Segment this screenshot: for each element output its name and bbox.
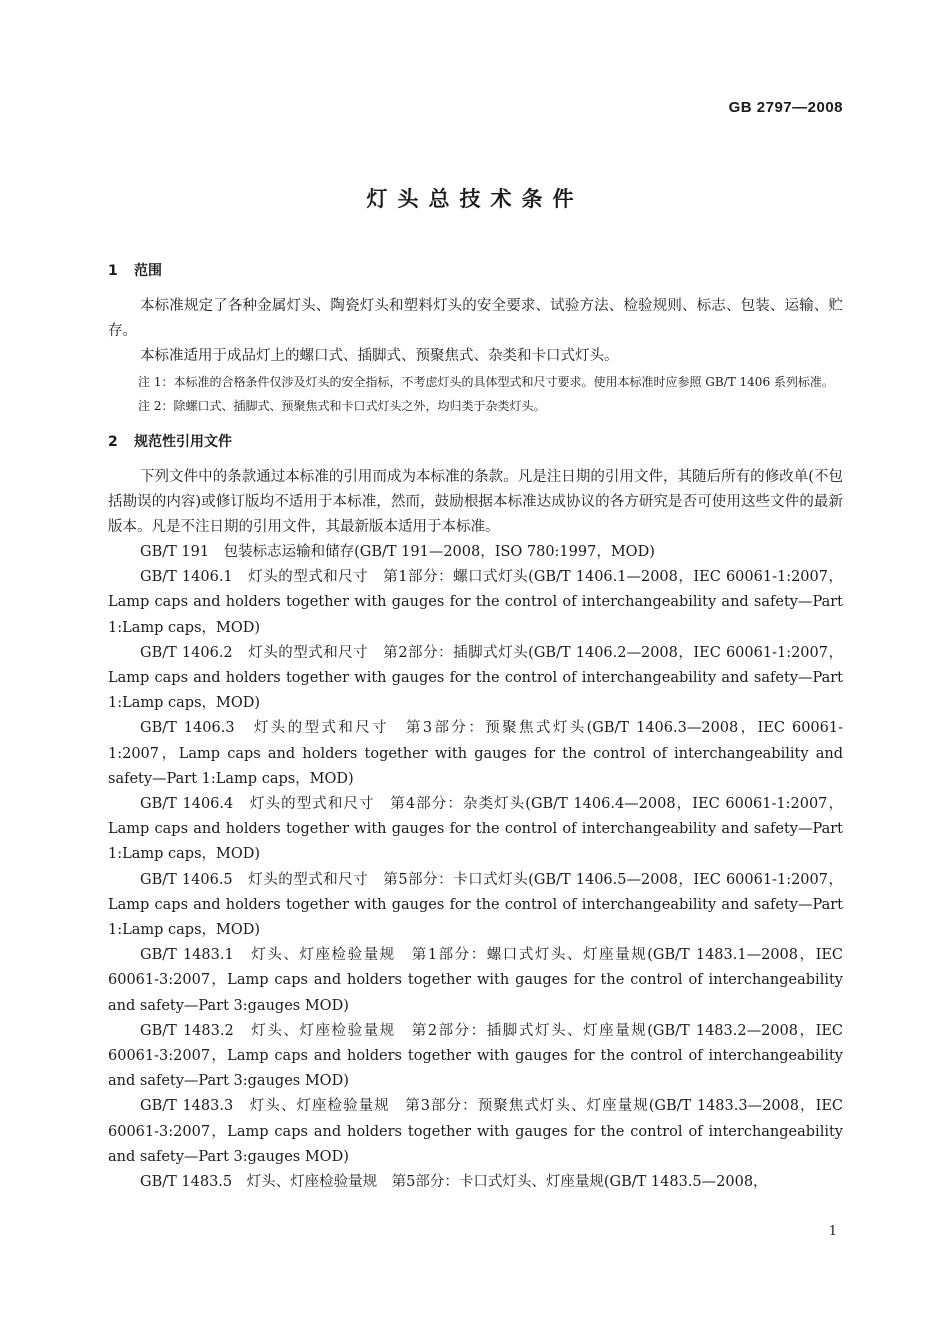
note-2: 注 2：除螺口式、插脚式、预聚焦式和卡口式灯头之外，均归类于杂类灯头。: [138, 399, 546, 413]
document-body: [108, 260, 843, 1195]
note-1: 注 1：本标准的合格条件仅涉及灯头的安全指标，不考虑灯头的具体型式和尺寸要求。使用本标准时应参照 GB/T 1406 系列标准。: [138, 375, 834, 389]
reference-item: GB/T 1483.2 灯头、灯座检验量规 第2部分：插脚式灯头、灯座量规(GB/T 1483.2—2008，IEC 60061-3:2007，Lamp caps and holders together with gauges for the control of interchangeability and safety—Part 3:gauges MOD): [108, 1022, 843, 1090]
reference-item: GB/T 1483.1 灯头、灯座检验量规 第1部分：螺口式灯头、灯座量规(GB/T 1483.1—2008，IEC 60061-3:2007，Lamp caps and holders together with gauges for the control of interchangeability and safety—Part 3:gauges MOD): [108, 947, 843, 1014]
reference-item: GB/T 1483.3 灯头、灯座检验量规 第3部分：预聚焦式灯头、灯座量规(GB/T 1483.3—2008，IEC 60061-3:2007，Lamp caps and holders together with gauges for the control of interchangeability and safety—Part 3:gauges MOD): [108, 1098, 843, 1165]
section-1-paragraph: 本标准规定了各种金属灯头、陶瓷灯头和塑料灯头的安全要求、试验方法、检验规则、标志、包装、运输、贮存。: [108, 298, 843, 339]
document-title: 灯头总技术条件: [366, 187, 584, 211]
section-2-intro: 下列文件中的条款通过本标准的引用而成为本标准的条款。凡是注日期的引用文件，其随后所有的修改单(不包括勘误的内容)或修订版均不适用于本标准，然而，鼓励根据本标准达成协议的各方研究是否可使用这些文件的最新版本。凡是不注日期的引用文件，其最新版本适用于本标准。: [108, 469, 843, 535]
reference-item: GB/T 1406.4 灯头的型式和尺寸 第4部分：杂类灯头(GB/T 1406.4—2008，IEC 60061-1:2007，Lamp caps and holders together with gauges for the control of interchangeability and safety—Part 1:Lamp caps，MOD): [108, 796, 843, 863]
section-1-paragraph: 本标准适用于成品灯上的螺口式、插脚式、预聚焦式、杂类和卡口式灯头。: [140, 348, 619, 364]
reference-item: GB/T 1483.5 灯头、灯座检验量规 第5部分：卡口式灯头、灯座量规(GB/T 1483.5—2008，: [140, 1174, 768, 1191]
reference-item: GB/T 1406.2 灯头的型式和尺寸 第2部分：插脚式灯头(GB/T 1406.2—2008，IEC 60061-1:2007，Lamp caps and holders together with gauges for the control of interchangeability and safety—Part 1:Lamp caps，MOD): [108, 644, 843, 712]
standard-code: GB 2797—2008: [728, 99, 843, 116]
reference-item: GB/T 1406.5 灯头的型式和尺寸 第5部分：卡口式灯头(GB/T 1406.5—2008，IEC 60061-1:2007，Lamp caps and holders together with gauges for the control of interchangeability and safety—Part 1:Lamp caps，MOD): [108, 871, 843, 939]
section-2-title: 规范性引用文件: [134, 434, 232, 450]
page-number: 1: [828, 1224, 837, 1239]
section-2-heading: [108, 431, 843, 453]
section-1-number: 1: [108, 263, 118, 279]
reference-item: GB/T 191 包装标志运输和储存(GB/T 191—2008，ISO 780:1997，MOD): [140, 544, 655, 560]
reference-item: GB/T 1406.3 灯头的型式和尺寸 第3部分：预聚焦式灯头(GB/T 1406.3—2008，IEC 60061-1:2007，Lamp caps and holders together with gauges for the control of interchangeability and safety—Part 1:Lamp caps，MOD): [108, 720, 843, 787]
section-1-title: 范围: [134, 263, 162, 279]
section-2-number: 2: [108, 434, 118, 450]
reference-item: GB/T 1406.1 灯头的型式和尺寸 第1部分：螺口式灯头(GB/T 1406.1—2008，IEC 60061-1:2007，Lamp caps and holders together with gauges for the control of interchangeability and safety—Part 1:Lamp caps，MOD): [108, 569, 843, 636]
section-1-heading: [108, 260, 843, 282]
